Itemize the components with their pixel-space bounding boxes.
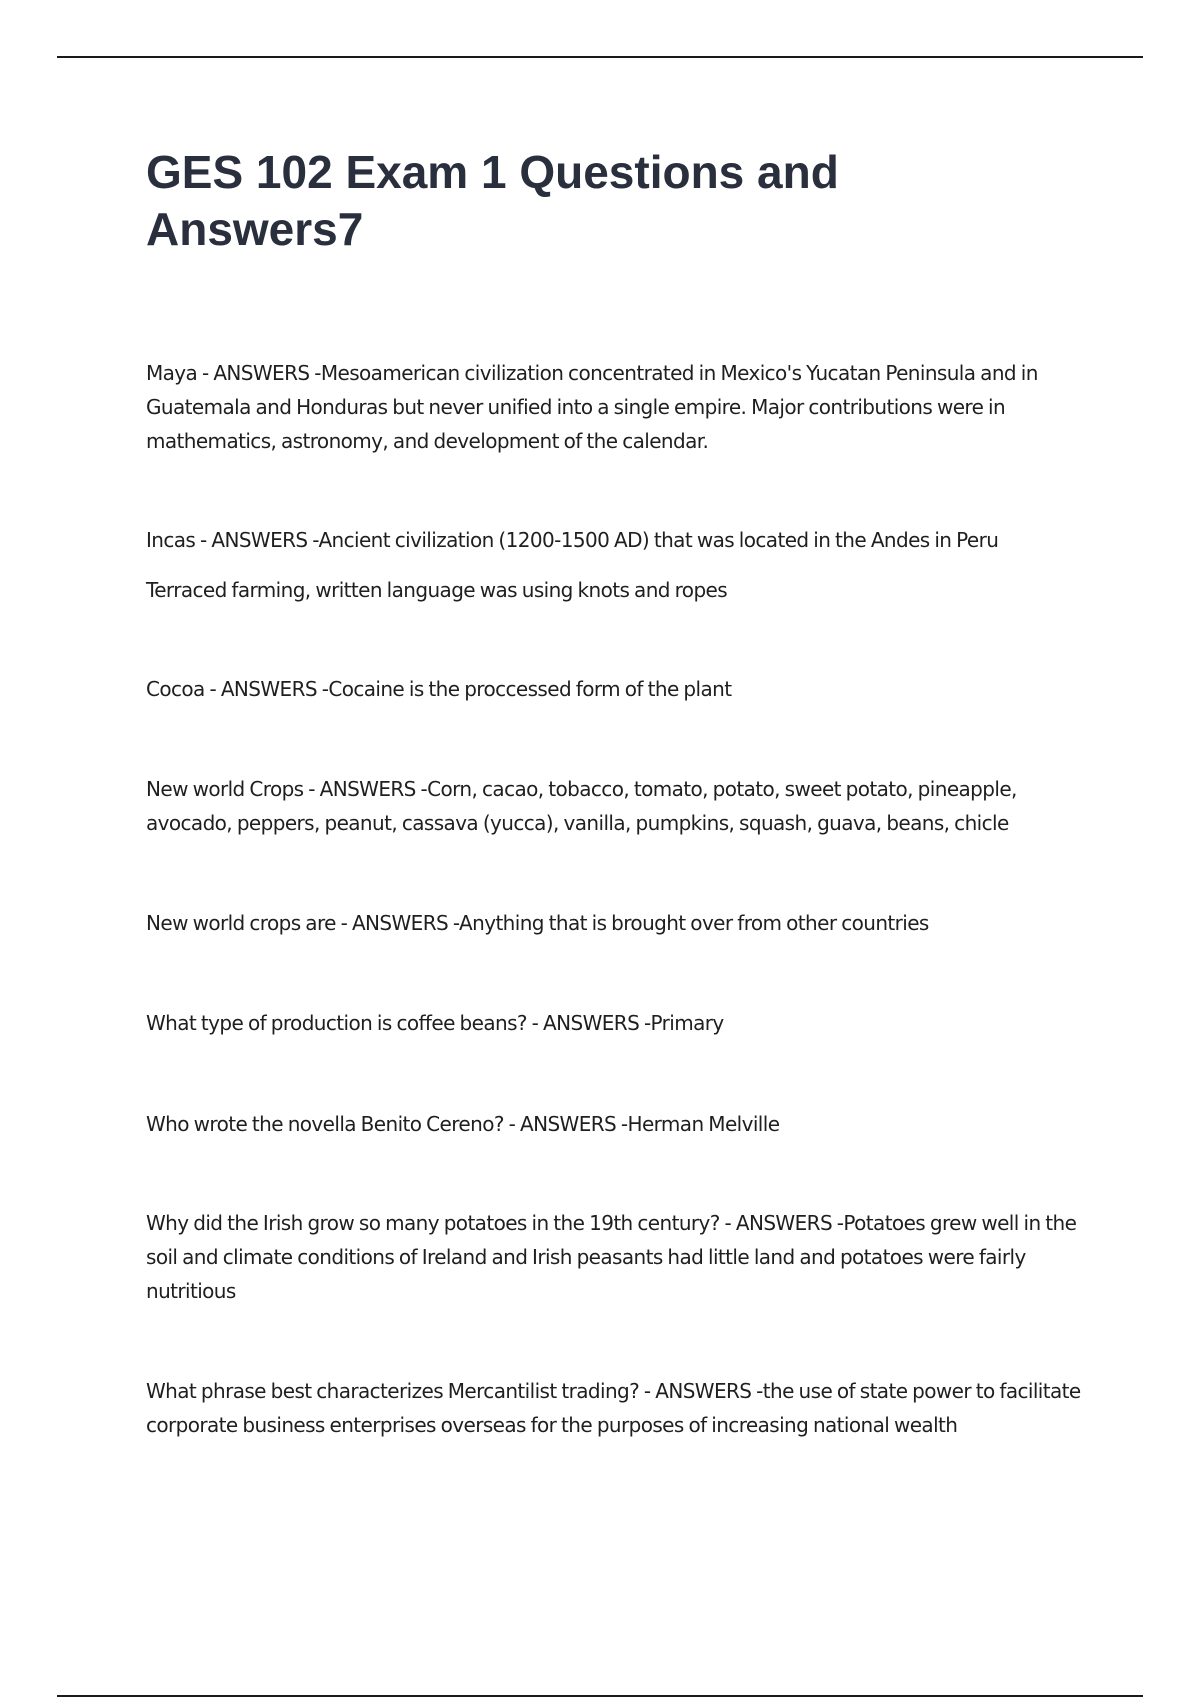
entry-text: New world Crops - ANSWERS -Corn, cacao, tobacco, tomato, potato, sweet potato, pineapple, avocado, peppers, peanut, cassava (yucca), vanilla, pumpkins, squash, guava, beans, chicle	[146, 777, 1017, 835]
entry-text: Maya - ANSWERS -Mesoamerican civilization concentrated in Mexico's Yucatan Peninsula and in Guatemala and Honduras but never unified into a single empire. Major contributions were in mathematics, astronomy, and development of the calendar.	[146, 361, 1038, 453]
entry-text: Cocoa - ANSWERS -Cocaine is the proccessed form of the plant	[146, 677, 732, 701]
bottom-rule	[57, 1695, 1143, 1697]
qa-entry-irish-potatoes	[146, 1206, 1091, 1308]
qa-entry-new-world-crops	[146, 772, 1091, 840]
entry-text: New world crops are - ANSWERS -Anything that is brought over from other countries	[146, 911, 929, 935]
qa-entry-mercantilist-trading	[146, 1374, 1091, 1442]
entry-text: Terraced farming, written language was using knots and ropes	[146, 578, 728, 602]
qa-entry-cocoa	[146, 672, 1091, 706]
qa-entry-benito-cereno	[146, 1107, 1091, 1141]
entry-text: Incas - ANSWERS -Ancient civilization (1200-1500 AD) that was located in the Andes in Peru	[146, 528, 999, 552]
top-rule	[57, 56, 1143, 58]
qa-entry-maya	[146, 356, 1091, 458]
qa-entry-incas	[146, 523, 1091, 607]
entry-text: What type of production is coffee beans? - ANSWERS -Primary	[146, 1011, 724, 1035]
entry-text: What phrase best characterizes Mercantilist trading? - ANSWERS -the use of state power to facilitate corporate business enterprises overseas for the purposes of increasing national wealth	[146, 1379, 1081, 1437]
entry-text: Who wrote the novella Benito Cereno? - ANSWERS -Herman Melville	[146, 1112, 780, 1136]
qa-entry-coffee-beans	[146, 1006, 1091, 1040]
entry-text: Why did the Irish grow so many potatoes in the 19th century? - ANSWERS -Potatoes grew well in the soil and climate conditions of Ireland and Irish peasants had little land and potatoes were fairly nutritious	[146, 1211, 1077, 1303]
qa-entry-new-world-crops-are	[146, 906, 1091, 940]
document-title: GES 102 Exam 1 Questions and Answers7	[146, 146, 839, 255]
